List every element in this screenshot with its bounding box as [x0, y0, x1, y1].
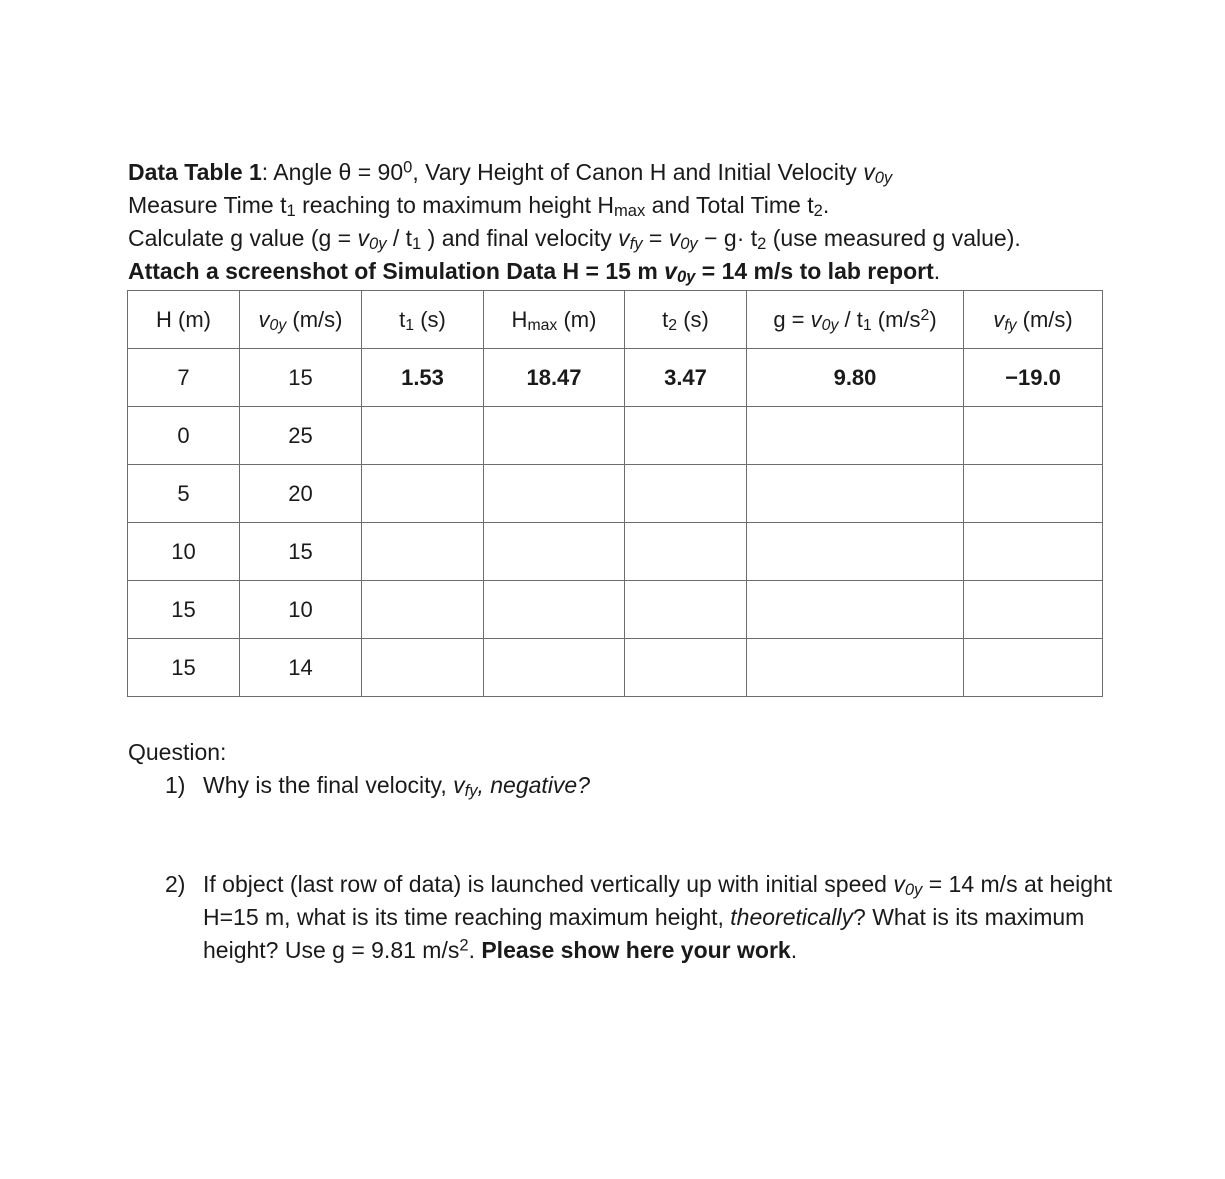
cell-vfy[interactable] — [964, 639, 1103, 697]
cell-g[interactable] — [747, 581, 964, 639]
cell-t1[interactable] — [362, 581, 484, 639]
t1-unit: (s) — [414, 306, 446, 332]
sub-0y: 0y — [874, 167, 893, 187]
cell-g[interactable] — [747, 523, 964, 581]
cell-vfy[interactable]: −19.0 — [964, 349, 1103, 407]
question-1-number: 1) — [165, 772, 186, 798]
cell-hmax[interactable] — [484, 581, 625, 639]
cell-v0y: 15 — [240, 349, 362, 407]
cell-hmax[interactable]: 18.47 — [484, 349, 625, 407]
header-t2: t2 (s) — [625, 291, 747, 349]
hmax-unit: (m) — [557, 306, 597, 332]
period: . — [822, 192, 830, 218]
cell-v0y: 15 — [240, 523, 362, 581]
cell-h: 15 — [128, 639, 240, 697]
period: . — [933, 258, 941, 284]
sub-1: 1 — [862, 316, 872, 334]
header-t1: t1 (s) — [362, 291, 484, 349]
sub-fy: fy — [1004, 316, 1017, 334]
sub-0y: 0y — [369, 233, 387, 253]
cell-vfy[interactable] — [964, 465, 1103, 523]
cell-t1[interactable]: 1.53 — [362, 349, 484, 407]
cell-hmax[interactable] — [484, 407, 625, 465]
v-symbol: v — [618, 225, 630, 251]
header-hmax: Hmax (m) — [484, 291, 625, 349]
header-g — [747, 291, 964, 349]
q2-c: ? What is its maximum height? Use g = 9.81 m/s — [203, 904, 1085, 963]
q1-a: Why is the final velocity, — [203, 772, 454, 798]
line3-b: ) and final velocity — [421, 225, 619, 251]
instruction-line-2 — [128, 189, 1128, 222]
cell-t2[interactable]: 3.47 — [625, 349, 747, 407]
v0y-unit: (m/s) — [286, 306, 343, 332]
g-unit-b: ) — [929, 306, 937, 332]
cell-t2[interactable] — [625, 581, 747, 639]
sub-max: max — [614, 200, 646, 220]
v-symbol: v — [453, 772, 465, 798]
cell-t2[interactable] — [625, 407, 747, 465]
v-symbol: v — [664, 258, 677, 284]
line4-a: Attach a screenshot of Simulation Data H = 15 m — [128, 258, 665, 284]
v-symbol: v — [810, 306, 822, 332]
cell-t1[interactable] — [362, 407, 484, 465]
q2-d: . — [468, 937, 482, 963]
cell-h: 10 — [128, 523, 240, 581]
cell-hmax[interactable] — [484, 639, 625, 697]
line3-a: Calculate g value (g = — [128, 225, 358, 251]
table-row — [128, 407, 1103, 465]
sub-0y: 0y — [269, 316, 287, 334]
question-1 — [165, 769, 1125, 809]
cell-hmax[interactable] — [484, 523, 625, 581]
data-table — [127, 290, 1103, 697]
slash-t: / t — [838, 306, 863, 332]
q2-bold: Please show here your work — [481, 937, 791, 963]
v-symbol: v — [258, 306, 270, 332]
table-row — [128, 349, 1103, 407]
line3-c: (use measured g value). — [766, 225, 1021, 251]
sub-2: 2 — [757, 233, 767, 253]
degree-sup: 0 — [403, 157, 413, 177]
cell-vfy[interactable] — [964, 523, 1103, 581]
line2-a: Measure Time t — [128, 192, 287, 218]
cell-t2[interactable] — [625, 639, 747, 697]
cell-v0y: 14 — [240, 639, 362, 697]
cell-t1[interactable] — [362, 639, 484, 697]
cell-t1[interactable] — [362, 465, 484, 523]
sub-max: max — [527, 316, 558, 334]
instruction-line-4 — [128, 255, 1128, 288]
table-header-row — [128, 291, 1103, 349]
table-title: Data Table 1 — [128, 159, 262, 185]
vfy-unit: (m/s) — [1016, 306, 1073, 332]
sub-1: 1 — [286, 200, 296, 220]
question-1-text — [203, 769, 1123, 802]
q2-a: If object (last row of data) is launched vertically up with initial speed — [203, 871, 894, 897]
q2-b: = 14 m/s at height H=15 m, what is its time reaching maximum height, — [203, 871, 1113, 930]
line2-c: and Total Time t — [645, 192, 814, 218]
question-2-text — [203, 868, 1123, 967]
cell-g[interactable] — [747, 407, 964, 465]
g-unit-a: (m/s — [871, 306, 921, 332]
sub-0y: 0y — [904, 879, 923, 899]
cell-g[interactable] — [747, 465, 964, 523]
cell-t1[interactable] — [362, 523, 484, 581]
header-vfy — [964, 291, 1103, 349]
sub-2: 2 — [668, 316, 678, 334]
v-symbol: v — [863, 159, 875, 185]
cell-g[interactable]: 9.80 — [747, 349, 964, 407]
cell-h: 5 — [128, 465, 240, 523]
sub-2: 2 — [813, 200, 823, 220]
slash-t: / t — [386, 225, 413, 251]
q2-sup: 2 — [459, 935, 469, 955]
cell-t2[interactable] — [625, 523, 747, 581]
sub-1: 1 — [412, 233, 422, 253]
cell-v0y: 25 — [240, 407, 362, 465]
instruction-line-3 — [128, 222, 1128, 255]
cell-v0y: 10 — [240, 581, 362, 639]
question-heading: Question: — [128, 739, 227, 765]
instruction-line-1 — [128, 156, 1128, 189]
sub-fy: fy — [464, 780, 478, 800]
line2-b: reaching to maximum height H — [295, 192, 615, 218]
header-v0y — [240, 291, 362, 349]
v-symbol: v — [668, 225, 681, 251]
table-row — [128, 465, 1103, 523]
v-symbol: v — [893, 871, 905, 897]
header-h — [128, 291, 240, 349]
sub-0y: 0y — [676, 266, 696, 286]
q2-end: . — [790, 937, 798, 963]
cell-vfy[interactable] — [964, 407, 1103, 465]
g-unit-sup: 2 — [920, 306, 930, 324]
sub-fy: fy — [629, 233, 643, 253]
header-h-label: H (m) — [156, 306, 211, 332]
g-prefix: g = — [773, 306, 811, 332]
cell-h: 7 — [128, 349, 240, 407]
cell-h: 15 — [128, 581, 240, 639]
table-row — [128, 523, 1103, 581]
v-symbol: v — [357, 225, 369, 251]
minus-g: − g· t — [697, 225, 758, 251]
cell-hmax[interactable] — [484, 465, 625, 523]
cell-vfy[interactable] — [964, 581, 1103, 639]
cell-v0y: 20 — [240, 465, 362, 523]
v-symbol: v — [993, 306, 1005, 332]
cell-h: 0 — [128, 407, 240, 465]
table-row — [128, 639, 1103, 697]
line4-b: = 14 m/s to lab report — [695, 258, 934, 284]
table-instructions — [128, 156, 1128, 288]
sub-0y: 0y — [821, 316, 839, 334]
t2-unit: (s) — [677, 306, 709, 332]
title-rest: , Vary Height of Canon H and Initial Velocity — [412, 159, 864, 185]
cell-g[interactable] — [747, 639, 964, 697]
question-2-number: 2) — [165, 871, 186, 897]
table-row — [128, 581, 1103, 639]
question-2 — [165, 868, 1125, 978]
sub-1: 1 — [405, 316, 415, 334]
sub-0y: 0y — [680, 233, 698, 253]
q1-b: , negative? — [477, 772, 591, 798]
equals: = — [642, 225, 669, 251]
cell-t2[interactable] — [625, 465, 747, 523]
q2-italic: theoretically — [730, 904, 854, 930]
title-text: : Angle θ = 90 — [261, 159, 404, 185]
